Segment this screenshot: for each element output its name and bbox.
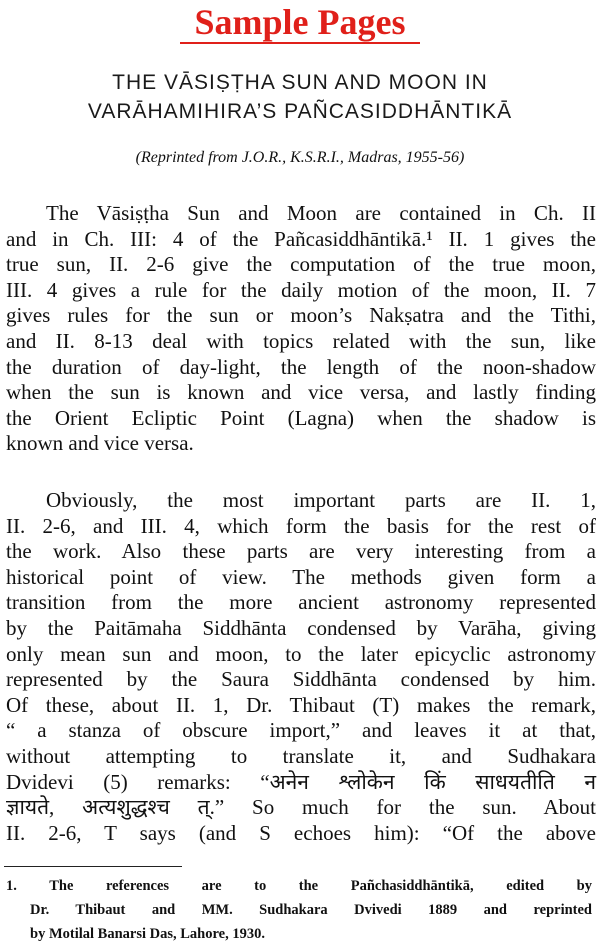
text-line: and II. 8-13 deal with topics related with the sun, like — [6, 328, 596, 353]
text-line: Dvidevi (5) remarks: “अनेन श्लोकेन किं साधयतीति न — [6, 769, 596, 794]
text-line: by the Paitāmaha Siddhānta condensed by Varāha, giving — [6, 615, 596, 640]
text-line: the Orient Ecliptic Point (Lagna) when the shadow is — [6, 405, 596, 430]
reprint-note: (Reprinted from J.O.R., K.S.R.I., Madras, 1955-56) — [135, 149, 465, 166]
footnote-line: Dr. Thibaut and MM. Sudhakara Dvivedi 1889 and reprinted — [30, 902, 592, 918]
footnote-line: 1. The references are to the Pañchasiddhāntikā, edited by — [6, 878, 592, 894]
text-line: historical point of view. The methods given form a — [6, 564, 596, 589]
footnote-line: by Motilal Banarsi Das, Lahore, 1930. — [30, 926, 265, 942]
text-line: and in Ch. III: 4 of the Pañcasiddhāntikā.¹ II. 1 gives the — [6, 226, 596, 251]
text-line: gives rules for the sun or moon’s Nakṣatra and the Tithi, — [6, 303, 596, 328]
text-line: transition from the more ancient astronomy represented — [6, 590, 596, 615]
text-line: “ a stanza of obscure import,” and leaves it at that, — [6, 718, 596, 743]
text-line: true sun, II. 2-6 give the computation of the true moon, — [6, 252, 596, 277]
text-line: without attempting to translate it, and Sudhakara — [6, 743, 596, 768]
footnote — [6, 874, 592, 946]
text-line: known and vice versa. — [6, 431, 194, 456]
text-line: III. 4 gives a rule for the daily motion of the moon, II. 7 — [6, 277, 596, 302]
body-paragraph-1 — [6, 201, 596, 457]
footnote-divider — [4, 866, 182, 867]
banner-underline — [180, 42, 420, 44]
title-line-1: THE VĀSIṢṬHA SUN AND MOON IN — [112, 71, 488, 94]
text-line: The Vāsiṣṭha Sun and Moon are contained in Ch. II — [46, 201, 596, 225]
text-line: II. 2-6, T says (and S echoes him): “Of the above — [6, 820, 596, 845]
text-line: when the sun is known and vice versa, and lastly finding — [6, 380, 596, 405]
article-title — [0, 68, 600, 126]
text-line: the duration of day-light, the length of the noon-shadow — [6, 354, 596, 379]
text-line: represented by the Saura Siddhānta condensed by him. — [6, 667, 596, 692]
text-line: Of these, about II. 1, Dr. Thibaut (T) makes the remark, — [6, 692, 596, 717]
text-line: the work. Also these parts are very interesting from a — [6, 539, 596, 564]
title-line-2: VARĀHAMIHIRA’S PAÑCASIDDHĀNTIKĀ — [87, 100, 513, 123]
text-line: Obviously, the most important parts are II. 1, — [46, 488, 596, 512]
text-line: ज्ञायते, अत्यशुद्धश्च त्.” So much for the sun. About — [6, 795, 596, 820]
sample-pages-banner: Sample Pages — [194, 2, 406, 42]
body-paragraph-2 — [6, 488, 596, 846]
text-line: only mean sun and moon, to the later epicyclic astronomy — [6, 641, 596, 666]
text-line: II. 2-6, and III. 4, which form the basis for the rest of — [6, 513, 596, 538]
